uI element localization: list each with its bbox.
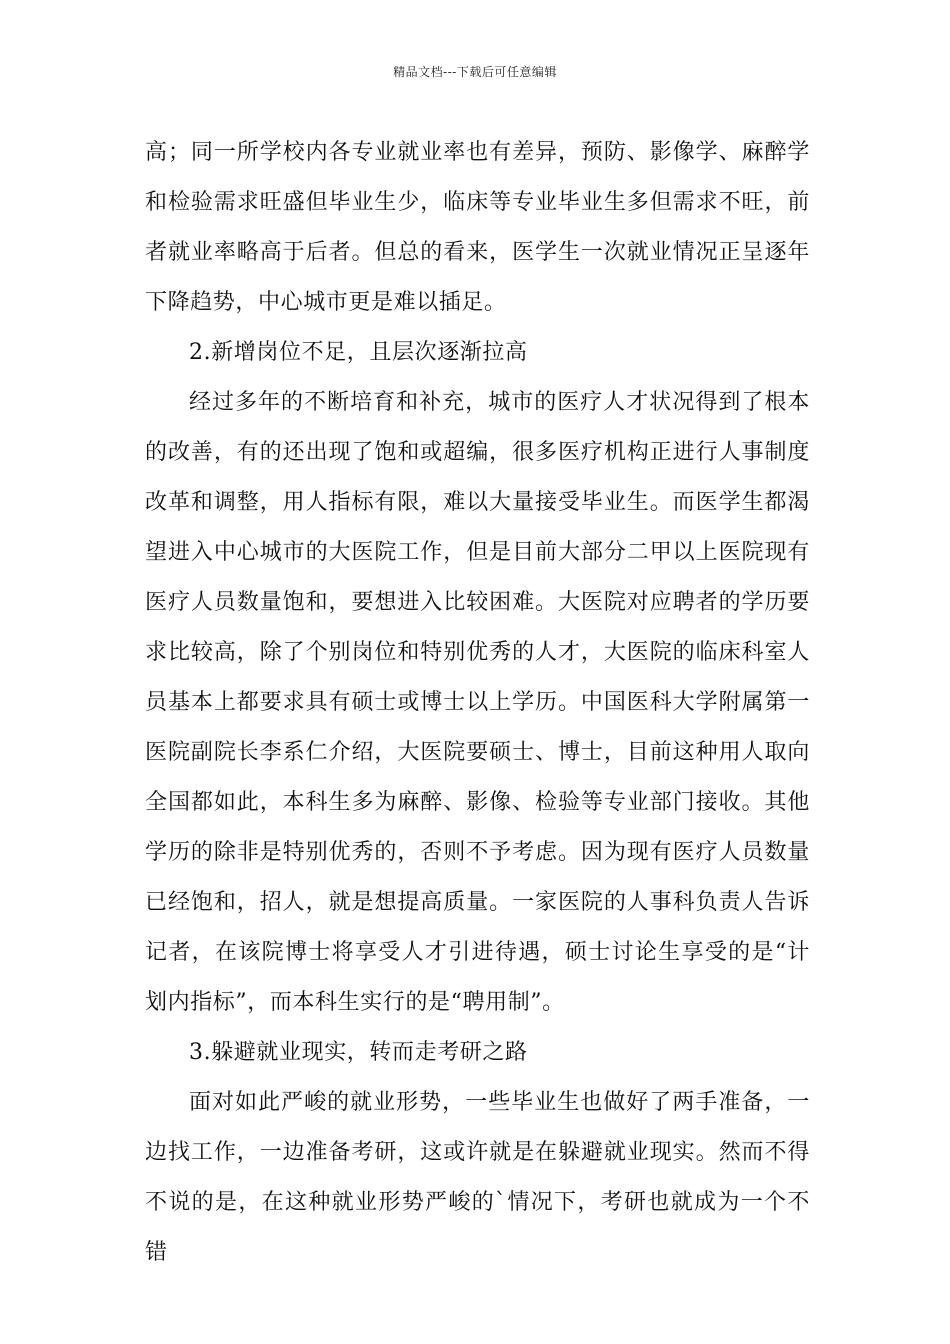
paragraph-section-3: 面对如此严峻的就业形势，一些毕业生也做好了两手准备，一边找工作，一边准备考研，这或许就是在躲避就业现实。然而不得不说的是，在这种就业形势严峻的`情况下，考研也就成为一个不错 bbox=[145, 1090, 810, 1265]
paragraph-section-2: 经过多年的不断培育和补充，城市的医疗人才状况得到了根本的改善，有的还出现了饱和或超编，很多医疗机构正进行人事制度改革和调整，用人指标有限，难以大量接受毕业生。而医学生都渴望进入中心城市的大医院工作，但是目前大部分二甲以上医院现有医疗人员数量饱和，要想进入比较困难。大医院对应聘者的学历要求比较高，除了个别岗位和特别优秀的人才，大医院的临床科室人员基本上都要求具有硕士或博士以上学历。中国医科大学附属第一医院副院长李系仁介绍，大医院要硕士、博士，目前这种用人取向全国都如此，本科生多为麻醉、影像、检验等专业部门接收。其他学历的除非是特别优秀的，否则不予考虑。因为现有医疗人员数量已经饱和，招人，就是想提高质量。一家医院的人事科负责人告诉记者，在该院博士将享受人才引进待遇，硕士讨论生享受的是“计划内指标”，而本科生实行的是“聘用制”。 bbox=[145, 390, 810, 1015]
section-heading-2: 2.新增岗位不足，且层次逐渐拉高 bbox=[189, 340, 528, 365]
document-body bbox=[145, 128, 810, 1278]
section-heading-3: 3.躲避就业现实，转而走考研之路 bbox=[189, 1040, 528, 1065]
page-header: 精品文档---下载后可任意编辑 bbox=[393, 65, 557, 79]
paragraph-continued: 高；同一所学校内各专业就业率也有差异，预防、影像学、麻醉学和检验需求旺盛但毕业生少，临床等专业毕业生多但需求不旺，前者就业率略高于后者。但总的看来，医学生一次就业情况正呈逐年下降趋势，中心城市更是难以插足。 bbox=[145, 140, 810, 315]
